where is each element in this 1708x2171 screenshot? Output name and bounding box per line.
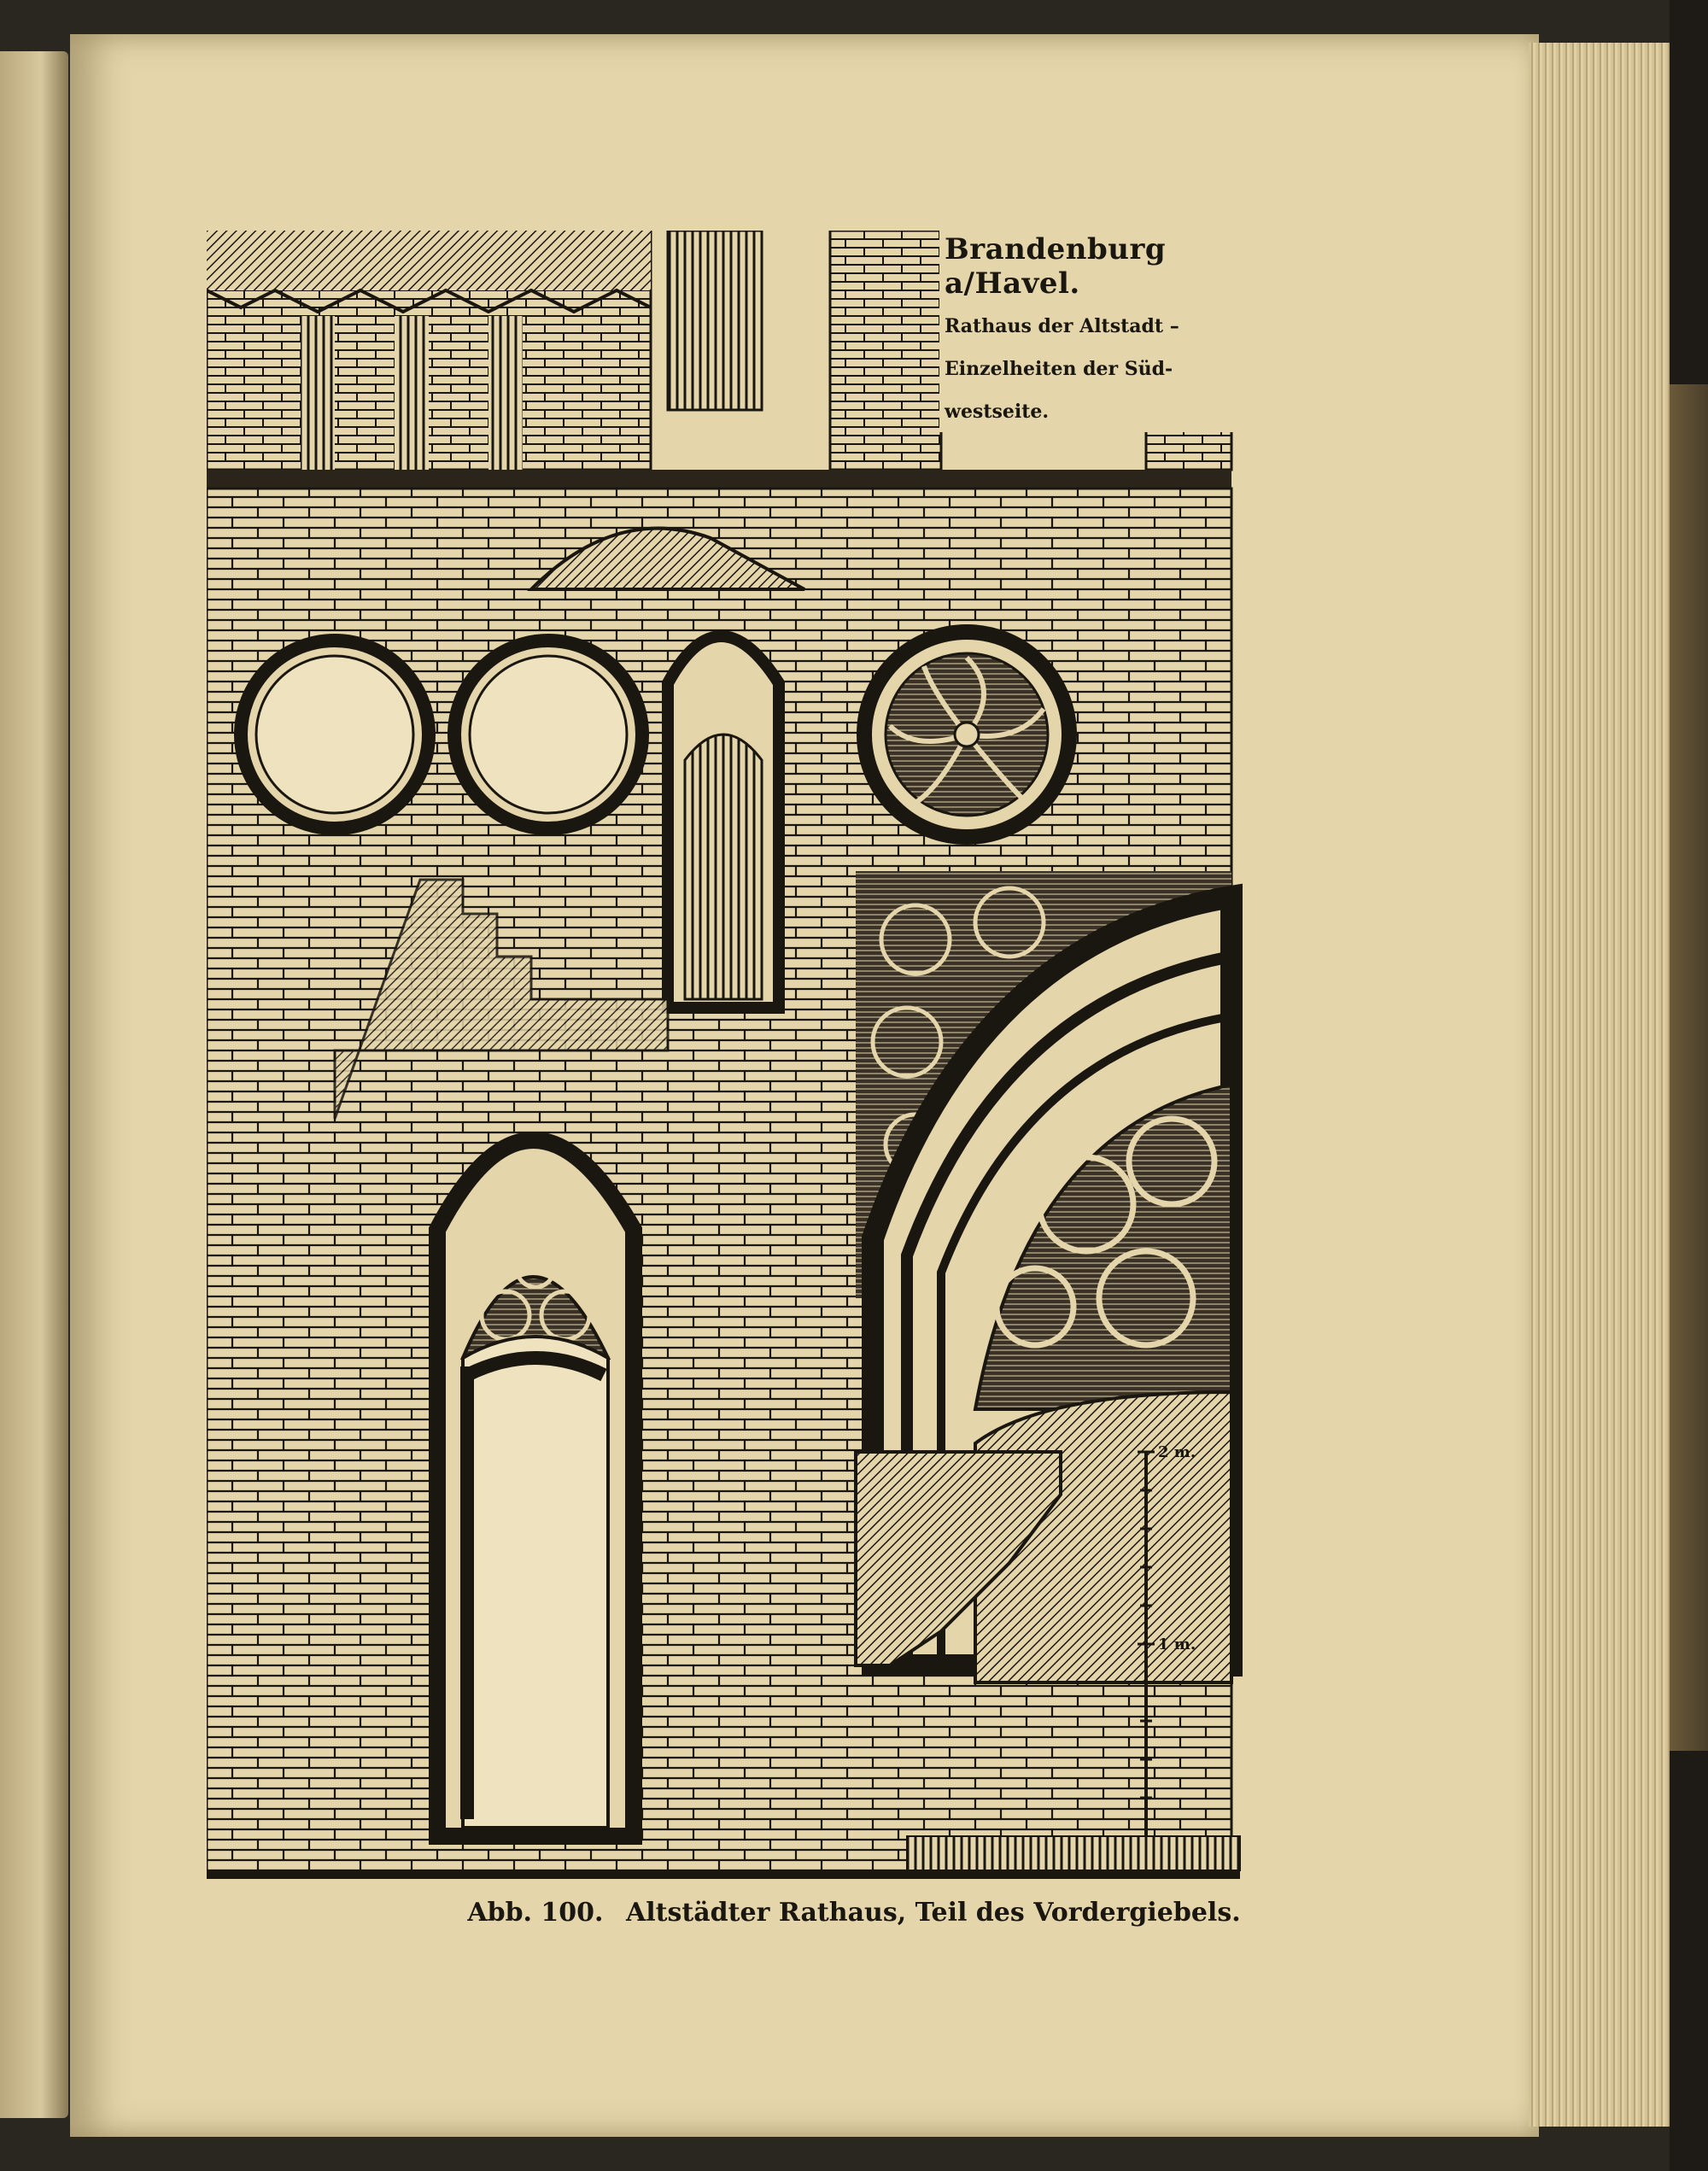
architectural-illustration — [207, 231, 1249, 1879]
page-stack-edges — [1529, 43, 1674, 2127]
scale-label-1m: 1 m. — [1158, 1636, 1196, 1653]
tower-shaft — [668, 231, 762, 410]
cover-spine-band — [1670, 384, 1708, 1751]
corbel-frieze — [207, 231, 651, 290]
figure-subtitle-line1: Rathaus der Altstadt – — [945, 315, 1179, 337]
figure-caption — [0, 1898, 1708, 1928]
figure-title: Brandenburg a/Havel. — [945, 232, 1167, 301]
gable-pier — [830, 231, 941, 470]
left-page-edge — [0, 51, 68, 2118]
caption-text: Altstädter Rathaus, Teil des Vordergiebels. — [625, 1898, 1241, 1928]
battlement-pillar — [395, 316, 429, 470]
battlement-pillar — [301, 316, 335, 470]
scale-label-2m: 2 m. — [1158, 1443, 1196, 1461]
figure-subtitle-line3: westseite. — [945, 401, 1050, 423]
plinth — [907, 1836, 1240, 1870]
figure-subtitle-line2: Einzelheiten der Süd- — [945, 358, 1173, 380]
cornice — [207, 470, 1231, 489]
figure-title-block — [939, 229, 1274, 432]
caption-number: Abb. 100. — [467, 1898, 604, 1928]
battlement-pillar — [488, 316, 523, 470]
